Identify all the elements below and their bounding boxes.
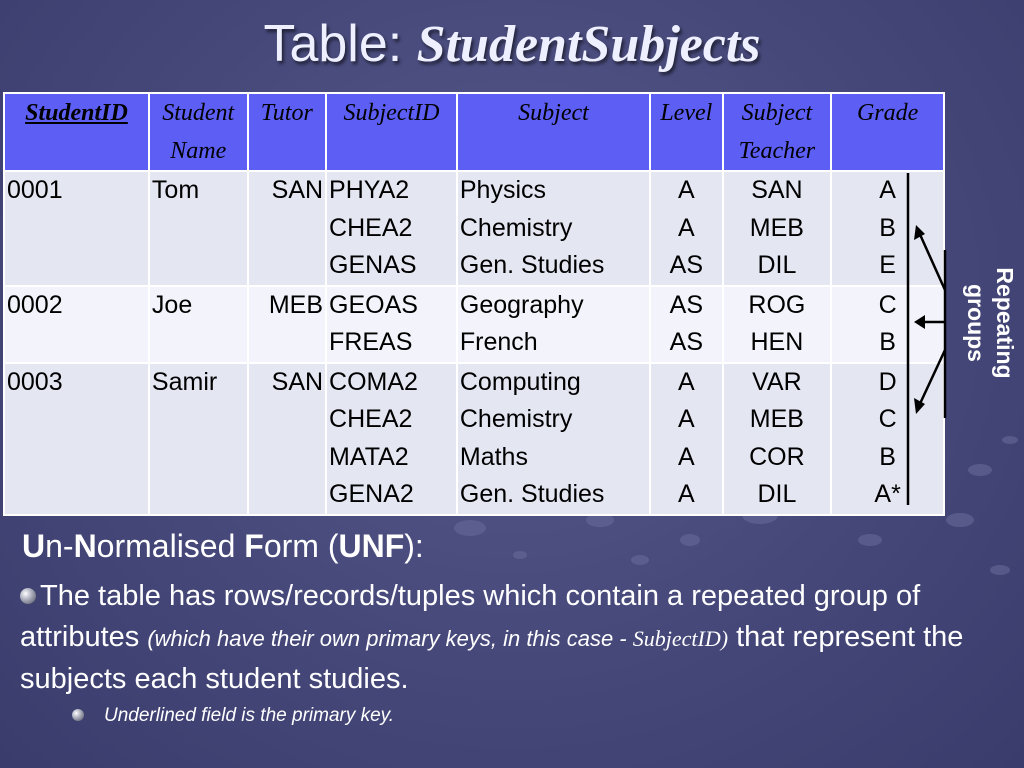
- cell-line: B: [879, 442, 896, 471]
- cell-line: COMA2: [329, 367, 418, 396]
- cell-line: AS: [669, 251, 703, 279]
- cell-student-name: Tom: [149, 171, 248, 286]
- unf-n: N: [73, 528, 97, 564]
- paragraph-text: that represent the subjects each student studies.: [20, 621, 964, 695]
- arrowhead-middle: [914, 315, 925, 329]
- cell-line: GENA2: [329, 480, 414, 508]
- repeating-groups-label: [955, 248, 1019, 398]
- cell-line: CHEA2: [329, 405, 413, 433]
- cell-line: VAR: [752, 367, 802, 396]
- cell-tutor: SAN: [248, 363, 327, 515]
- description-paragraph: [20, 576, 1010, 700]
- header-text: Student: [162, 100, 235, 126]
- cell-line: D: [878, 367, 897, 396]
- cell-line: French: [459, 328, 538, 356]
- cell-line: DIL: [757, 480, 797, 508]
- arrowhead-upper: [914, 225, 925, 240]
- cell-line: AS: [669, 290, 703, 319]
- cell-line: E: [879, 251, 896, 279]
- cell-line: Physics: [459, 176, 547, 204]
- header-text: Subject: [741, 100, 813, 126]
- cell-student-id: 0003: [4, 363, 149, 515]
- cell-line: B: [879, 213, 896, 242]
- unf-abbrev: UNF: [338, 528, 405, 564]
- header-student-id: StudentID: [4, 93, 149, 171]
- cell-line: HEN: [750, 328, 804, 356]
- cell-line: A: [677, 480, 695, 508]
- cell-line: Chemistry: [459, 405, 573, 433]
- unf-text: n-: [45, 528, 74, 564]
- unf-heading: [22, 524, 424, 568]
- cell-line: Chemistry: [459, 213, 573, 242]
- cell-line: A: [879, 176, 896, 204]
- cell-line: A*: [874, 480, 901, 508]
- paragraph-text: The table has rows/records/tuples which contain a repeated group of attributes: [20, 580, 921, 653]
- cell-line: A: [677, 367, 695, 396]
- cell-tutor: SAN: [248, 171, 327, 286]
- header-grade: Grade: [831, 93, 944, 171]
- cell-line: C: [878, 290, 897, 319]
- arrow-upper: [918, 230, 945, 290]
- cell-line: SAN: [751, 176, 803, 204]
- cell-line: GEOAS: [329, 290, 418, 319]
- unf-text: ormalised: [96, 528, 245, 564]
- unf-text: ):: [404, 528, 424, 564]
- header-subject: Subject: [457, 93, 650, 171]
- header-text: Name: [170, 138, 227, 164]
- cell-line: Gen. Studies: [459, 480, 605, 508]
- paragraph-note-subjectid: SubjectID): [632, 626, 729, 651]
- cell-line: A: [677, 176, 695, 204]
- arrow-lower: [918, 350, 945, 408]
- unf-u: U: [22, 528, 46, 564]
- header-subject-id: SubjectID: [326, 93, 457, 171]
- cell-line: Maths: [459, 442, 528, 471]
- title-table-name: StudentSubjects: [416, 16, 761, 73]
- unf-f: F: [244, 528, 264, 564]
- cell-student-name: Samir: [149, 363, 248, 515]
- cell-line: COR: [749, 442, 805, 471]
- unf-text: orm (: [263, 528, 339, 564]
- primary-key-note: [72, 705, 394, 727]
- bullet-icon: [20, 588, 36, 604]
- cell-line: DIL: [757, 251, 797, 279]
- cell-line: AS: [669, 328, 703, 356]
- cell-tutor: MEB: [248, 286, 327, 363]
- header-level: Level: [650, 93, 722, 171]
- cell-line: B: [879, 328, 896, 356]
- cell-line: FREAS: [329, 328, 413, 356]
- cell-line: MATA2: [329, 442, 409, 471]
- cell-line: MEB: [749, 405, 804, 433]
- header-text: Teacher: [738, 138, 816, 164]
- header-tutor: Tutor: [248, 93, 327, 171]
- cell-student-id: 0002: [4, 286, 149, 363]
- cell-student-id: 0001: [4, 171, 149, 286]
- cell-line: MEB: [749, 213, 804, 242]
- cell-line: Geography: [459, 290, 584, 319]
- title-prefix: Table:: [263, 15, 417, 73]
- cell-line: A: [677, 405, 695, 433]
- cell-line: CHEA2: [329, 213, 413, 242]
- repeating-groups-line1: Repeating: [992, 267, 1018, 379]
- cell-line: ROG: [748, 290, 806, 319]
- cell-student-name: Joe: [149, 286, 248, 363]
- cell-line: A: [677, 442, 695, 471]
- paragraph-note: (which have their own primary keys, in this case -: [147, 626, 633, 651]
- bullet-icon: [72, 709, 84, 721]
- cell-line: A: [677, 213, 695, 242]
- cell-line: PHYA2: [329, 176, 410, 204]
- cell-line: GENAS: [329, 251, 417, 279]
- cell-line: C: [878, 405, 897, 433]
- cell-line: Gen. Studies: [459, 251, 605, 279]
- arrowhead-lower: [914, 398, 925, 414]
- primary-key-note-text: Underlined field is the primary key.: [104, 705, 395, 726]
- repeating-groups-line2: groups: [963, 284, 989, 362]
- cell-line: Computing: [459, 367, 581, 396]
